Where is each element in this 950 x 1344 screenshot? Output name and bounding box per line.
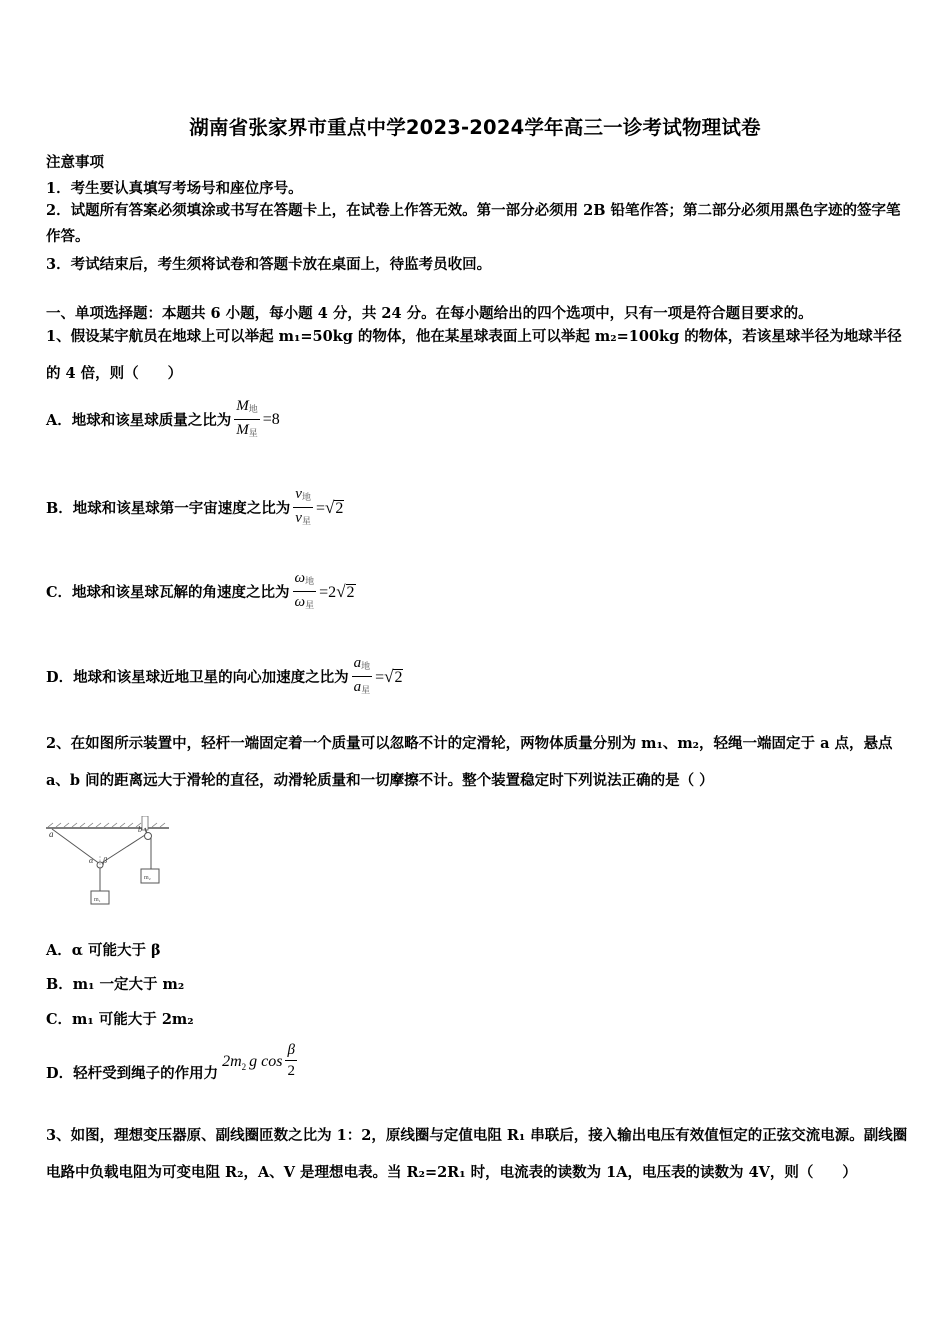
radical-sign: √ (384, 666, 394, 686)
denominator: M (236, 422, 249, 438)
q1-option-b (46, 485, 344, 530)
q1-option-c-rhs (319, 582, 355, 602)
numerator: ω (294, 570, 306, 586)
rhs-prefix: =2 (319, 583, 337, 601)
block-m2-label: m₂ (144, 875, 151, 881)
q1-option-b-rhs (316, 498, 344, 518)
q2-option-a: A．α 可能大于 β (46, 942, 161, 959)
q2-option-d-label: D．轻杆受到绳子的作用力 (46, 1065, 219, 1082)
q2-option-d-fraction (285, 1041, 297, 1080)
denominator: v (295, 510, 302, 526)
q1-option-c-label: C．地球和该星球瓦解的角速度之比为 (46, 584, 290, 601)
rod-mount (142, 816, 148, 830)
formula-g-cos: g cos (249, 1052, 283, 1070)
q1-option-d-fraction (352, 654, 373, 699)
radicand: 2 (394, 668, 403, 686)
note-item-1: 1．考生要认真填写考场号和座位序号。 (46, 180, 303, 197)
rhs-prefix: = (375, 668, 385, 686)
numerator: a (353, 655, 362, 671)
q1-option-a (46, 397, 280, 442)
beta-label: β (103, 856, 107, 865)
q2-option-d-formula-lhs (222, 1053, 282, 1072)
formula-sub: 2 (241, 1062, 247, 1073)
section-heading: 一、单项选择题：本题共 6 小题，每小题 4 分，共 24 分。在每小题给出的四个选项中，只有一项是符合题目要求的。 (46, 305, 813, 322)
q2-option-d (46, 1041, 297, 1080)
q2-option-b: B．m₁ 一定大于 m₂ (46, 976, 185, 993)
q1-option-b-label: B．地球和该星球第一宇宙速度之比为 (46, 500, 291, 517)
pulley-diagram (44, 816, 184, 908)
q1-stem: 1、假设某宇航员在地球上可以举起 m₁=50kg 的物体，他在某星球表面上可以举起 m₂=100kg 的物体，若该星球半径为地球半径的 4 倍，则（ ） (46, 328, 902, 382)
q1-option-a-rhs: =8 (262, 410, 280, 428)
numerator: M (236, 398, 249, 414)
block-m1-label: m₁ (94, 897, 101, 903)
q2-option-c: C．m₁ 可能大于 2m₂ (46, 1011, 194, 1028)
fixed-pulley (145, 833, 152, 840)
q1-option-a-label: A．地球和该星球质量之比为 (46, 412, 232, 429)
numerator: v (295, 486, 302, 502)
q1-option-c-fraction (293, 569, 317, 614)
point-b-label: b (138, 825, 142, 834)
q1-option-d (46, 654, 403, 699)
radicand: 2 (335, 499, 344, 517)
point-a-label: a (49, 829, 54, 839)
numerator-sub: 地 (248, 404, 258, 414)
notes-heading: 注意事项 (46, 154, 104, 171)
note-item-2: 2．试题所有答案必须填涂或书写在答题卡上，在试卷上作答无效。第一部分必须用 2B 铅笔作答；第二部分必须用黑色字迹的签字笔作答。 (46, 202, 901, 245)
denominator: 2 (287, 1063, 295, 1079)
numerator-sub: 地 (301, 492, 311, 502)
q3-stem: 3、如图，理想变压器原、副线圈匝数之比为 1：2，原线圈与定值电阻 R₁ 串联后，接入输出电压有效值恒定的正弦交流电源。副线圈电路中负载电阻为可变电阻 R₂，A、V 是理想电表。当 R₂=2R₁ 时，电流表的读数为 1A，电压表的读数为 4V，则（ ） (46, 1127, 908, 1181)
q1-option-a-fraction (234, 397, 260, 442)
denominator: a (353, 679, 362, 695)
q1-option-c (46, 569, 356, 614)
rhs-prefix: = (315, 499, 325, 517)
q1-option-b-fraction (293, 485, 313, 530)
q1-option-d-label: D．地球和该星球近地卫星的向心加速度之比为 (46, 669, 349, 686)
q2-stem: 2、在如图所示装置中，轻杆一端固定着一个质量可以忽略不计的定滑轮，两物体质量分别为 m₁、m₂，轻绳一端固定于 a 点，悬点 a、b 间的距离远大于滑轮的直径，动滑轮质量和一切摩擦不计。整个装置稳定时下列说法正确的是（ ） (46, 735, 893, 789)
denominator-sub: 星 (305, 600, 315, 610)
denominator-sub: 星 (361, 685, 371, 695)
numerator-sub: 地 (305, 576, 315, 586)
denominator: ω (294, 594, 306, 610)
note-item-3: 3．考试结束后，考生须将试卷和答题卡放在桌面上，待监考员收回。 (46, 256, 492, 273)
radical-sign: √ (336, 581, 346, 601)
q1-option-d-rhs (375, 667, 403, 687)
denominator-sub: 星 (301, 516, 311, 526)
radicand: 2 (346, 583, 355, 601)
denominator-sub: 星 (248, 428, 258, 438)
alpha-label: α (89, 856, 94, 865)
radical-sign: √ (324, 497, 335, 517)
page-title: 湖南省张家界市重点中学2023-2024学年高三一诊考试物理试卷 (189, 116, 761, 139)
formula-coef: 2m (222, 1052, 242, 1070)
numerator: β (285, 1041, 296, 1061)
numerator-sub: 地 (361, 661, 371, 671)
